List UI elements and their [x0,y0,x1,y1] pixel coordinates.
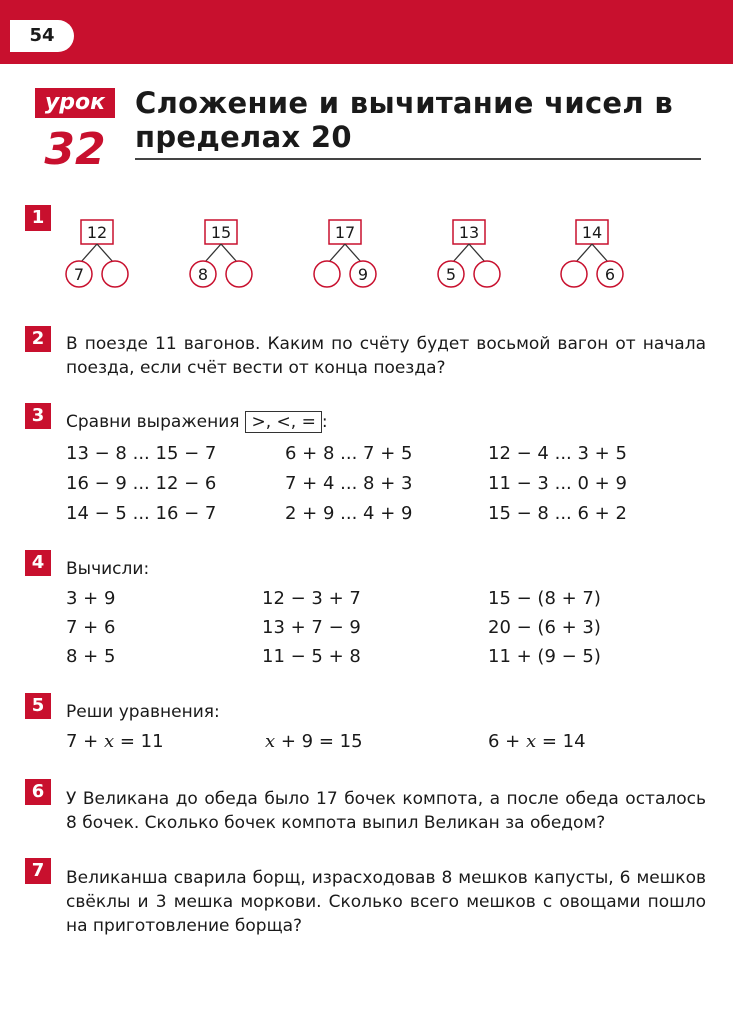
part-circle-left[interactable] [314,261,340,287]
equation: x + 9 = 15 [265,731,363,752]
whole-number: 14 [581,223,603,242]
task-number-4: 4 [25,550,51,576]
expression: 16 − 9 ... 12 − 6 [66,473,217,494]
part-number-left: 5 [445,265,457,284]
expression: 2 + 9 ... 4 + 9 [285,503,413,524]
number-tree [58,218,138,298]
task-number-1: 1 [25,205,51,231]
part-number-left: 7 [73,265,85,284]
lesson-number: 32 [44,124,106,175]
comparison-signs: >, <, = [245,411,321,433]
task-3-prompt: Сравни выражения [66,412,240,432]
branch-left [81,244,97,262]
expression: 8 + 5 [66,646,116,667]
task-3-colon: : [321,412,328,432]
task-7-text: Великанша сварила борщ, израсходовав 8 мешков капусты, 6 мешков свёклы и 3 мешка моркови. Сколько всего мешков с овощами пошло на приготовление борща? [66,868,706,936]
branch-right [592,244,608,262]
expression: 15 − 8 ... 6 + 2 [488,503,627,524]
expression: 7 + 4 ... 8 + 3 [285,473,413,494]
task-number-5: 5 [25,693,51,719]
task-number-3: 3 [25,403,51,429]
branch-left [453,244,469,262]
branch-left [205,244,221,262]
branch-right [97,244,113,262]
number-tree [306,218,386,298]
expression: 3 + 9 [66,588,116,609]
task-6-text: У Великана до обеда было 17 бочек компота, а после обеда осталось 8 бочек. Сколько бочек компота выпил Великан за обедом? [66,789,706,833]
expression: 15 − (8 + 7) [488,588,601,609]
whole-number: 15 [210,223,232,242]
expression: 12 − 4 ... 3 + 5 [488,443,627,464]
part-circle-right[interactable] [226,261,252,287]
part-circle-left[interactable] [561,261,587,287]
branch-left [576,244,592,262]
task-number-7: 7 [25,858,51,884]
expression: 20 − (6 + 3) [488,617,601,638]
expression: 6 + 8 ... 7 + 5 [285,443,413,464]
task-4-prompt: Вычисли: [66,559,150,579]
expression: 11 + (9 − 5) [488,646,601,667]
page-number: 54 [10,20,74,52]
task-3-prompt-line [66,410,706,434]
whole-number: 17 [334,223,356,242]
part-circle-right[interactable] [474,261,500,287]
expression: 11 − 5 + 8 [262,646,361,667]
whole-number: 12 [86,223,108,242]
task-number-6: 6 [25,779,51,805]
title-underline [135,158,701,160]
number-tree [553,218,633,298]
branch-right [221,244,237,262]
expression: 7 + 6 [66,617,116,638]
expression: 11 − 3 ... 0 + 9 [488,473,627,494]
task-number-2: 2 [25,326,51,352]
part-circle-right[interactable] [102,261,128,287]
task-2-text: В поезде 11 вагонов. Каким по счёту будет восьмой вагон от начала поезда, если счёт вести от конца поезда? [66,334,706,378]
branch-right [469,244,485,262]
expression: 14 − 5 ... 16 − 7 [66,503,217,524]
lesson-label: урок [35,88,115,118]
whole-number: 13 [458,223,480,242]
top-bar [0,0,733,64]
part-number-right: 9 [357,265,369,284]
expression: 13 − 8 ... 15 − 7 [66,443,217,464]
part-number-right: 6 [604,265,616,284]
number-tree [182,218,262,298]
part-number-left: 8 [197,265,209,284]
expression: 13 + 7 − 9 [262,617,361,638]
branch-right [345,244,361,262]
equation: 7 + x = 11 [66,731,164,752]
task-5-prompt: Реши уравнения: [66,702,220,722]
expression: 12 − 3 + 7 [262,588,361,609]
equation: 6 + x = 14 [488,731,586,752]
branch-left [329,244,345,262]
page-title: Сложение и вычитание чисел в пределах 20 [135,86,673,154]
number-tree [430,218,510,298]
